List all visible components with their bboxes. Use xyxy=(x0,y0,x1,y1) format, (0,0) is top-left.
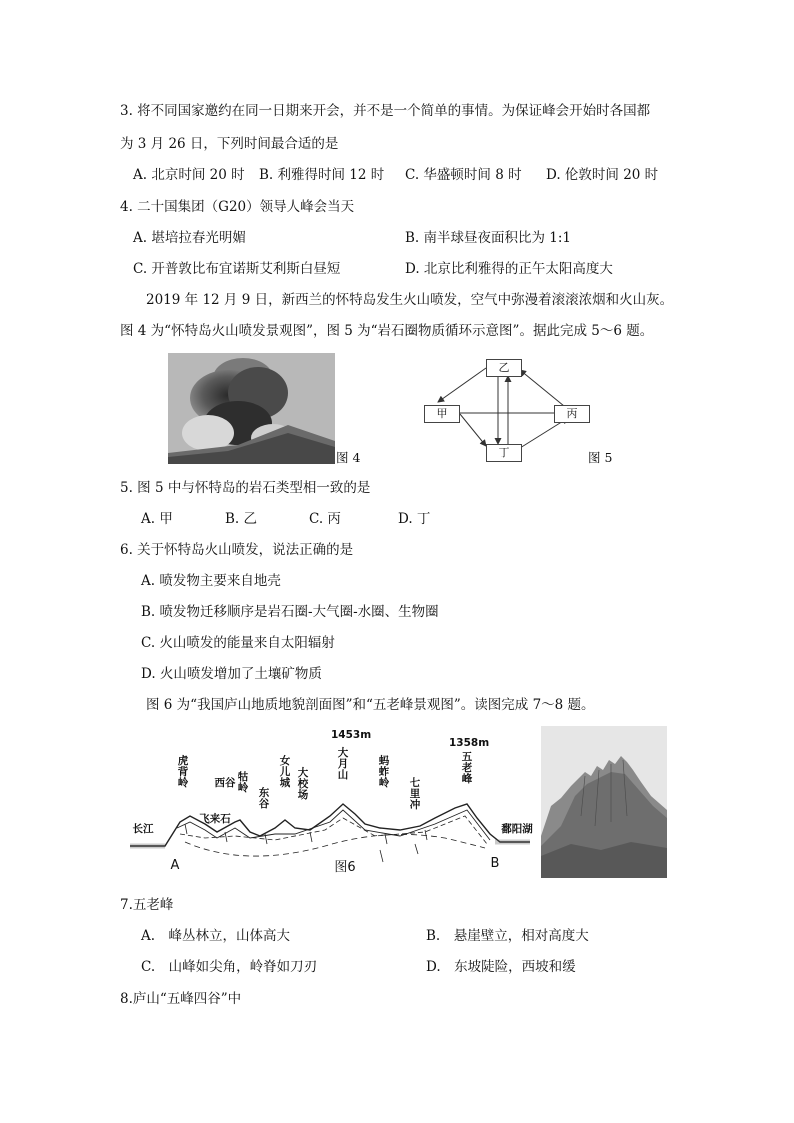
q4-option-d: D. 北京比利雅得的正午太阳高度大 xyxy=(405,261,613,277)
q7-option-c: C. 山峰如尖角，岭脊如刀刃 xyxy=(141,959,318,975)
q5-stem: 5. 图 5 中与怀特岛的岩石类型相一致的是 xyxy=(120,480,371,496)
feilaishi-label: 飞来石 xyxy=(199,813,231,825)
q7-option-b: B. 悬崖壁立，相对高度大 xyxy=(426,928,589,944)
point-a-label: A xyxy=(170,858,180,873)
dajiaochang-label: 大校场 xyxy=(297,767,309,801)
intro-5-6-line2: 图 4 为“怀特岛火山喷发景观图”，图 5 为“岩石圈物质循环示意图”。据此完成 5～6 题。 xyxy=(120,323,654,339)
q3-stem-line1: 3. 将不同国家邀约在同一日期来开会，并不是一个简单的事情。为保证峰会开始时各国都 xyxy=(120,103,651,119)
volcano-eruption-photo xyxy=(168,353,335,464)
node-bing: 丙 xyxy=(554,405,590,423)
q4-option-b: B. 南半球昼夜面积比为 1:1 xyxy=(405,230,572,246)
fig6-caption: 图6 xyxy=(334,860,356,875)
q7-stem: 7.五老峰 xyxy=(120,897,174,913)
q6-stem: 6. 关于怀特岛火山喷发，说法正确的是 xyxy=(120,542,354,558)
mazhaling-label: 蚂蚱岭 xyxy=(378,755,390,789)
q6-option-d: D. 火山喷发增加了土壤矿物质 xyxy=(141,666,322,682)
guling-label: 牯岭 xyxy=(237,771,249,794)
point-b-label: B xyxy=(490,856,500,871)
q4-option-a: A. 堪培拉春光明媚 xyxy=(133,230,246,246)
wulaofeng-photo xyxy=(541,726,667,878)
q3-stem-line2: 为 3 月 26 日，下列时间最合适的是 xyxy=(120,136,339,152)
q3-option-a: A. 北京时间 20 时 xyxy=(133,167,245,183)
node-yi: 乙 xyxy=(486,359,522,377)
q5-option-c: C. 丙 xyxy=(309,511,341,527)
q6-option-c: C. 火山喷发的能量来自太阳辐射 xyxy=(141,635,335,651)
qilichong-label: 七里冲 xyxy=(409,777,421,811)
q3-option-b: B. 利雅得时间 12 时 xyxy=(259,167,385,183)
fig5-caption: 图 5 xyxy=(588,450,613,465)
q3-option-d: D. 伦敦时间 20 时 xyxy=(546,167,659,183)
lushan-profile-diagram xyxy=(125,728,535,880)
node-jia: 甲 xyxy=(424,405,460,423)
poyanghu-label: 鄱阳湖 xyxy=(501,823,533,835)
changjiang-label: 长江 xyxy=(132,823,154,835)
q3-option-c: C. 华盛顿时间 8 时 xyxy=(405,167,522,183)
q6-option-a: A. 喷发物主要来自地壳 xyxy=(141,573,281,589)
elev-1358-label: 1358m xyxy=(449,737,490,749)
q7-option-a: A. 峰丛林立，山体高大 xyxy=(141,928,291,944)
dayueshan-label: 大月山 xyxy=(337,747,349,781)
intro-5-6-line1: 2019 年 12 月 9 日，新西兰的怀特岛发生火山喷发，空气中弥漫着滚滚浓烟和火山灰。 xyxy=(146,292,674,308)
node-ding: 丁 xyxy=(486,444,522,462)
donggu-label: 东谷 xyxy=(258,787,270,810)
q6-option-b: B. 喷发物迁移顺序是岩石圈-大气圈-水圈、生物圈 xyxy=(141,604,439,620)
q5-option-b: B. 乙 xyxy=(225,511,258,527)
wulaofeng-label: 五老峰 xyxy=(461,751,473,785)
q5-option-a: A. 甲 xyxy=(141,511,173,527)
q5-option-d: D. 丁 xyxy=(398,511,431,527)
huxiling-label: 虎背岭 xyxy=(177,755,189,789)
fig4-caption: 图 4 xyxy=(336,450,361,465)
xigu-label: 西谷 xyxy=(214,777,236,789)
q4-option-c: C. 开普敦比布宜诺斯艾利斯白昼短 xyxy=(133,261,341,277)
q7-option-d: D. 东坡陡险，西坡和缓 xyxy=(426,959,576,975)
q4-stem: 4. 二十国集团（G20）领导人峰会当天 xyxy=(120,199,355,215)
intro-7-8: 图 6 为“我国庐山地质地貌剖面图”和“五老峰景观图”。读图完成 7～8 题。 xyxy=(146,697,595,713)
nvercheng-label: 女儿城 xyxy=(279,755,291,789)
rock-cycle-diagram xyxy=(420,356,590,466)
elev-1453-label: 1453m xyxy=(331,729,372,741)
q8-stem: 8.庐山“五峰四谷”中 xyxy=(120,991,242,1007)
